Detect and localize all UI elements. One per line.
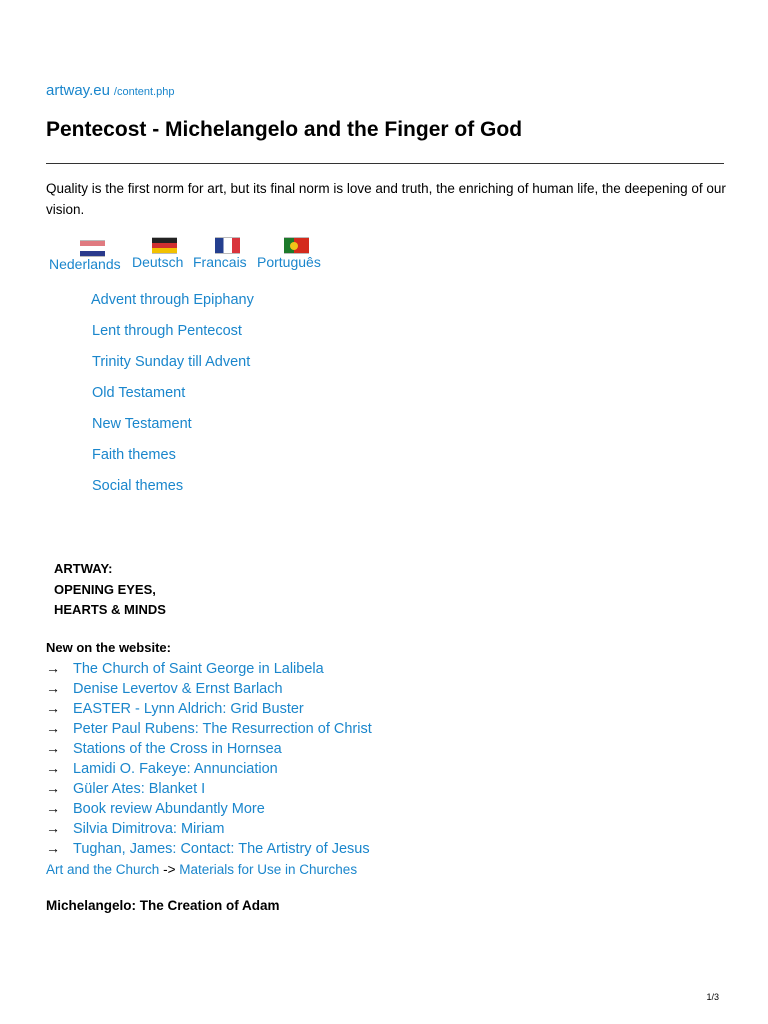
language-link-nederlands[interactable]: Nederlands	[49, 256, 121, 272]
nav-item	[91, 292, 254, 323]
nav-link-faith-themes[interactable]: Faith themes	[92, 447, 176, 463]
arrow-right-icon: →	[46, 660, 60, 676]
list-item	[46, 720, 372, 740]
category-nav	[92, 292, 254, 509]
tagline-line: ARTWAY:	[54, 561, 113, 576]
arrow-right-icon: →	[46, 680, 60, 696]
new-item-link[interactable]: Silvia Dimitrova: Miriam	[73, 821, 225, 837]
list-item	[46, 800, 372, 820]
france-flag-icon[interactable]	[215, 237, 240, 254]
tagline	[54, 559, 166, 621]
new-item-link[interactable]: Lamidi O. Fakeye: Annunciation	[73, 761, 278, 777]
breadcrumb	[46, 862, 357, 877]
page-title: Pentecost - Michelangelo and the Finger of God	[46, 118, 523, 141]
germany-flag-icon[interactable]	[152, 237, 177, 254]
new-item-link[interactable]: Denise Levertov & Ernst Barlach	[73, 681, 283, 697]
nav-item	[92, 478, 254, 509]
breadcrumb-link-art-and-church[interactable]: Art and the Church	[46, 862, 160, 877]
breadcrumb-separator: ->	[163, 862, 176, 877]
list-item	[46, 680, 372, 700]
netherlands-flag-icon[interactable]	[80, 240, 105, 257]
new-items-list	[46, 660, 372, 860]
arrow-right-icon: →	[46, 720, 60, 736]
portugal-flag-icon[interactable]	[284, 237, 309, 254]
arrow-right-icon: →	[46, 700, 60, 716]
new-item-link[interactable]: Güler Ates: Blanket I	[73, 781, 206, 797]
language-link-portugues[interactable]: Português	[257, 254, 321, 270]
list-item	[46, 820, 372, 840]
site-path: /content.php	[113, 86, 175, 98]
nav-link-social-themes[interactable]: Social themes	[92, 478, 184, 494]
new-item-link[interactable]: The Church of Saint George in Lalibela	[73, 661, 324, 677]
nav-link-advent-through-epiphany[interactable]: Advent through Epiphany	[91, 292, 254, 308]
nav-link-new-testament[interactable]: New Testament	[92, 416, 192, 432]
tagline-line: HEARTS & MINDS	[54, 602, 166, 617]
language-link-francais[interactable]: Francais	[193, 254, 247, 270]
site-url[interactable]	[46, 82, 174, 99]
nav-item	[92, 354, 254, 385]
nav-item	[92, 323, 254, 354]
list-item	[46, 660, 372, 680]
new-item-link[interactable]: Book review Abundantly More	[73, 801, 265, 817]
nav-link-lent-through-pentecost[interactable]: Lent through Pentecost	[92, 323, 242, 339]
arrow-right-icon: →	[46, 800, 60, 816]
arrow-right-icon: →	[46, 760, 60, 776]
nav-item	[92, 416, 254, 447]
list-item	[46, 760, 372, 780]
list-item	[46, 740, 372, 760]
nav-link-old-testament[interactable]: Old Testament	[92, 385, 186, 401]
new-item-link[interactable]: Peter Paul Rubens: The Resurrection of Christ	[73, 721, 372, 737]
section-title: Michelangelo: The Creation of Adam	[46, 898, 280, 913]
list-item	[46, 840, 372, 860]
arrow-right-icon: →	[46, 820, 60, 836]
new-on-website-heading: New on the website:	[46, 640, 171, 655]
page-number: 1/3	[706, 992, 719, 1002]
title-divider	[46, 163, 724, 164]
new-item-link[interactable]: EASTER - Lynn Aldrich: Grid Buster	[73, 701, 304, 717]
nav-item	[92, 385, 254, 416]
arrow-right-icon: →	[46, 840, 60, 856]
intro-paragraph: Quality is the first norm for art, but its final norm is love and truth, the enriching of human life, the deepening of our vision.	[46, 181, 726, 217]
tagline-line: OPENING EYES,	[54, 581, 156, 597]
site-domain-link[interactable]: artway.eu	[46, 82, 110, 99]
nav-item	[92, 447, 254, 478]
list-item	[46, 780, 372, 800]
breadcrumb-link-materials[interactable]: Materials for Use in Churches	[179, 862, 358, 877]
arrow-right-icon: →	[46, 780, 60, 796]
language-link-deutsch[interactable]: Deutsch	[132, 254, 184, 270]
new-item-link[interactable]: Tughan, James: Contact: The Artistry of Jesus	[73, 841, 370, 857]
nav-link-trinity-sunday-till-advent[interactable]: Trinity Sunday till Advent	[92, 354, 251, 370]
new-item-link[interactable]: Stations of the Cross in Hornsea	[73, 741, 282, 757]
arrow-right-icon: →	[46, 740, 60, 756]
list-item	[46, 700, 372, 720]
